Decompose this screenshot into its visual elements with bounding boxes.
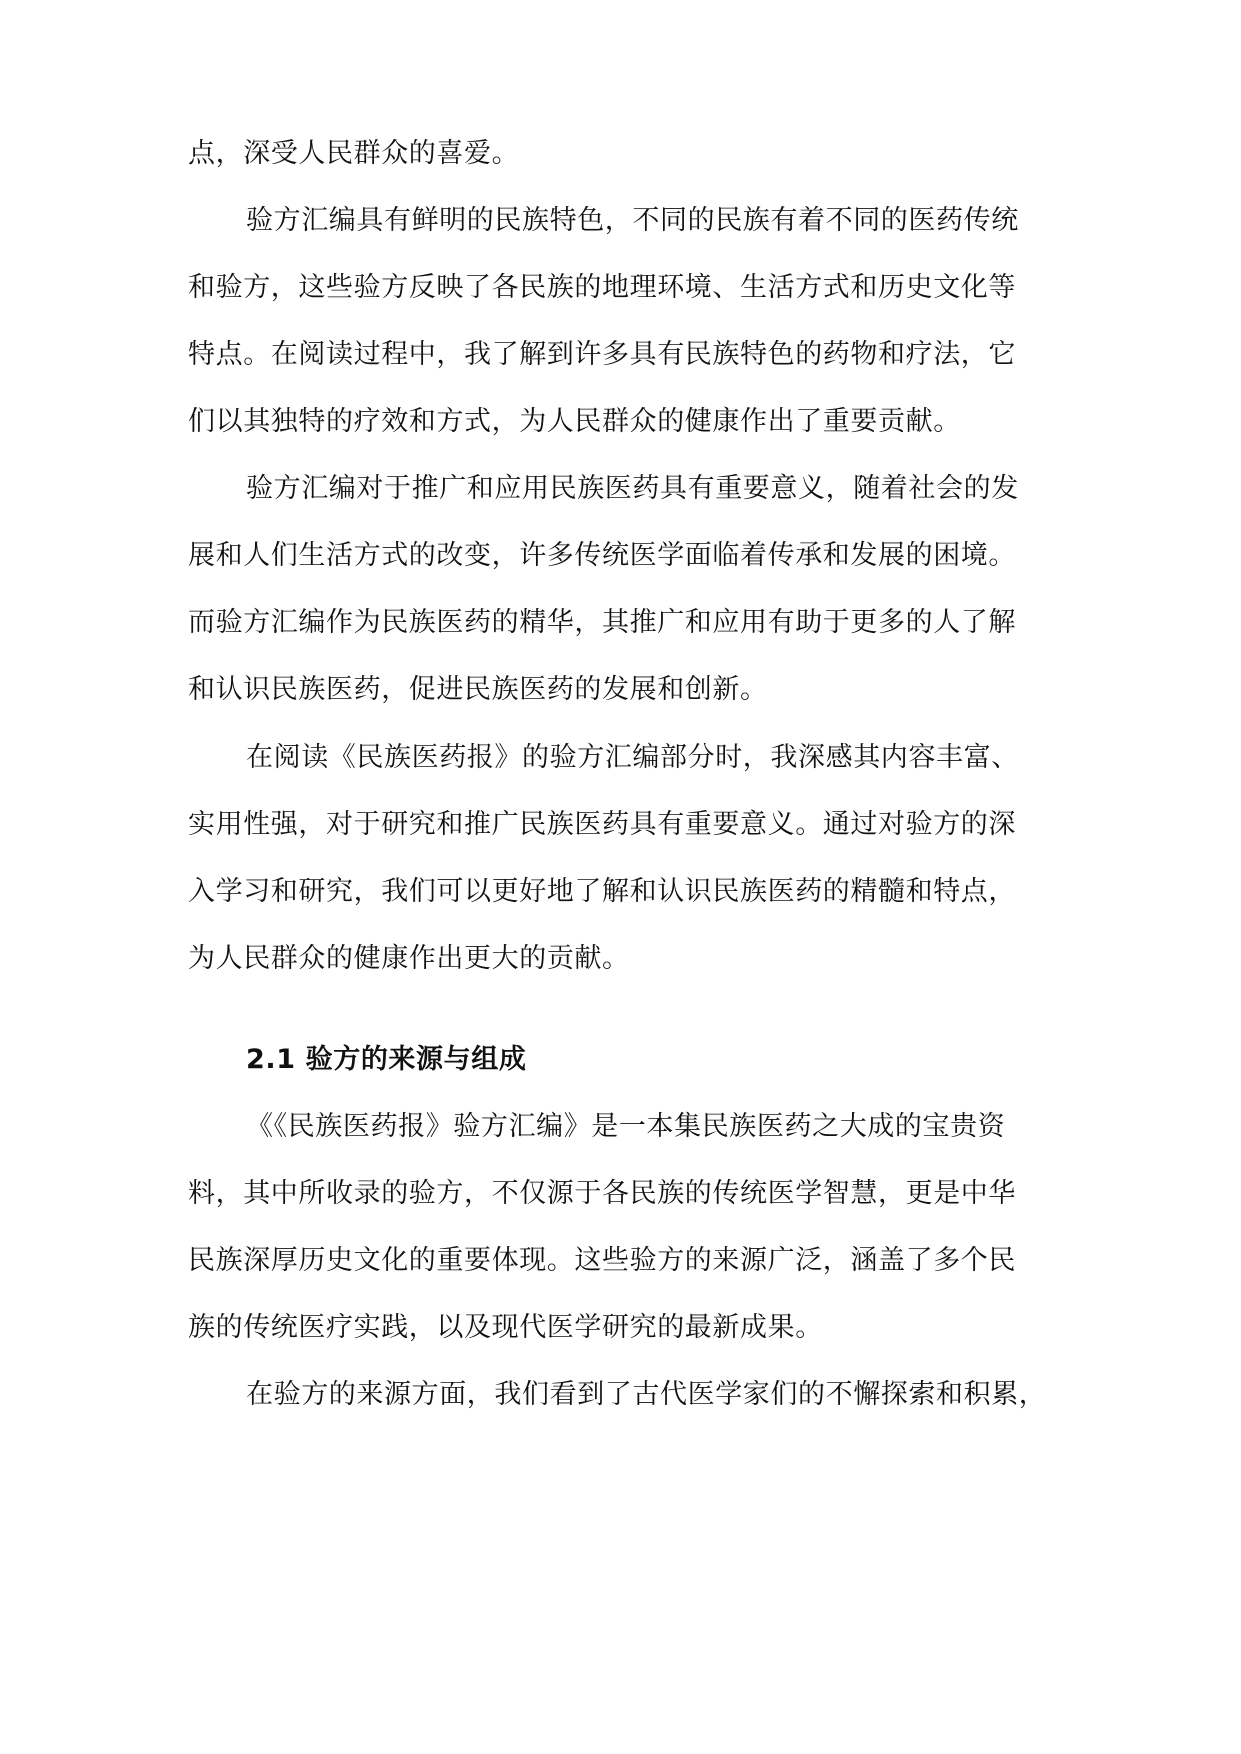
text-line: 而验方汇编作为民族医药的精华，其推广和应用有助于更多的人了解 [188, 607, 1016, 638]
text-line: 民族深厚历史文化的重要体现。这些验方的来源广泛，涵盖了多个民 [188, 1245, 1016, 1276]
text-line: 验方汇编具有鲜明的民族特色，不同的民族有着不同的医药传统 [246, 205, 1019, 236]
text-line: 实用性强，对于研究和推广民族医药具有重要意义。通过对验方的深 [188, 809, 1016, 840]
text-line: 在验方的来源方面，我们看到了古代医学家们的不懈探索和积累， [246, 1379, 1047, 1410]
text-line: 展和人们生活方式的改变，许多传统医学面临着传承和发展的困境。 [188, 540, 1016, 571]
text-line: 族的传统医疗实践，以及现代医学研究的最新成果。 [188, 1312, 823, 1343]
text-line: 《《民族医药报》验方汇编》是一本集民族医药之大成的宝贵资 [246, 1111, 1006, 1142]
text-line: 在阅读《民族医药报》的验方汇编部分时，我深感其内容丰富、 [246, 742, 1019, 773]
text-line: 和验方，这些验方反映了各民族的地理环境、生活方式和历史文化等 [188, 272, 1016, 303]
text-line: 和认识民族医药，促进民族医药的发展和创新。 [188, 674, 768, 705]
text-line: 料，其中所收录的验方，不仅源于各民族的传统医学智慧，更是中华 [188, 1178, 1016, 1209]
text-line: 验方汇编对于推广和应用民族医药具有重要意义，随着社会的发 [246, 473, 1019, 504]
section-heading: 2.1 验方的来源与组成 [246, 1044, 527, 1075]
text-line: 们以其独特的疗效和方式，为人民群众的健康作出了重要贡献。 [188, 406, 961, 437]
text-line: 入学习和研究，我们可以更好地了解和认识民族医药的精髓和特点， [188, 876, 1016, 907]
text-line: 点，深受人民群众的喜爱。 [188, 138, 520, 169]
text-line: 特点。在阅读过程中，我了解到许多具有民族特色的药物和疗法，它 [188, 339, 1016, 370]
text-line: 为人民群众的健康作出更大的贡献。 [188, 943, 630, 974]
